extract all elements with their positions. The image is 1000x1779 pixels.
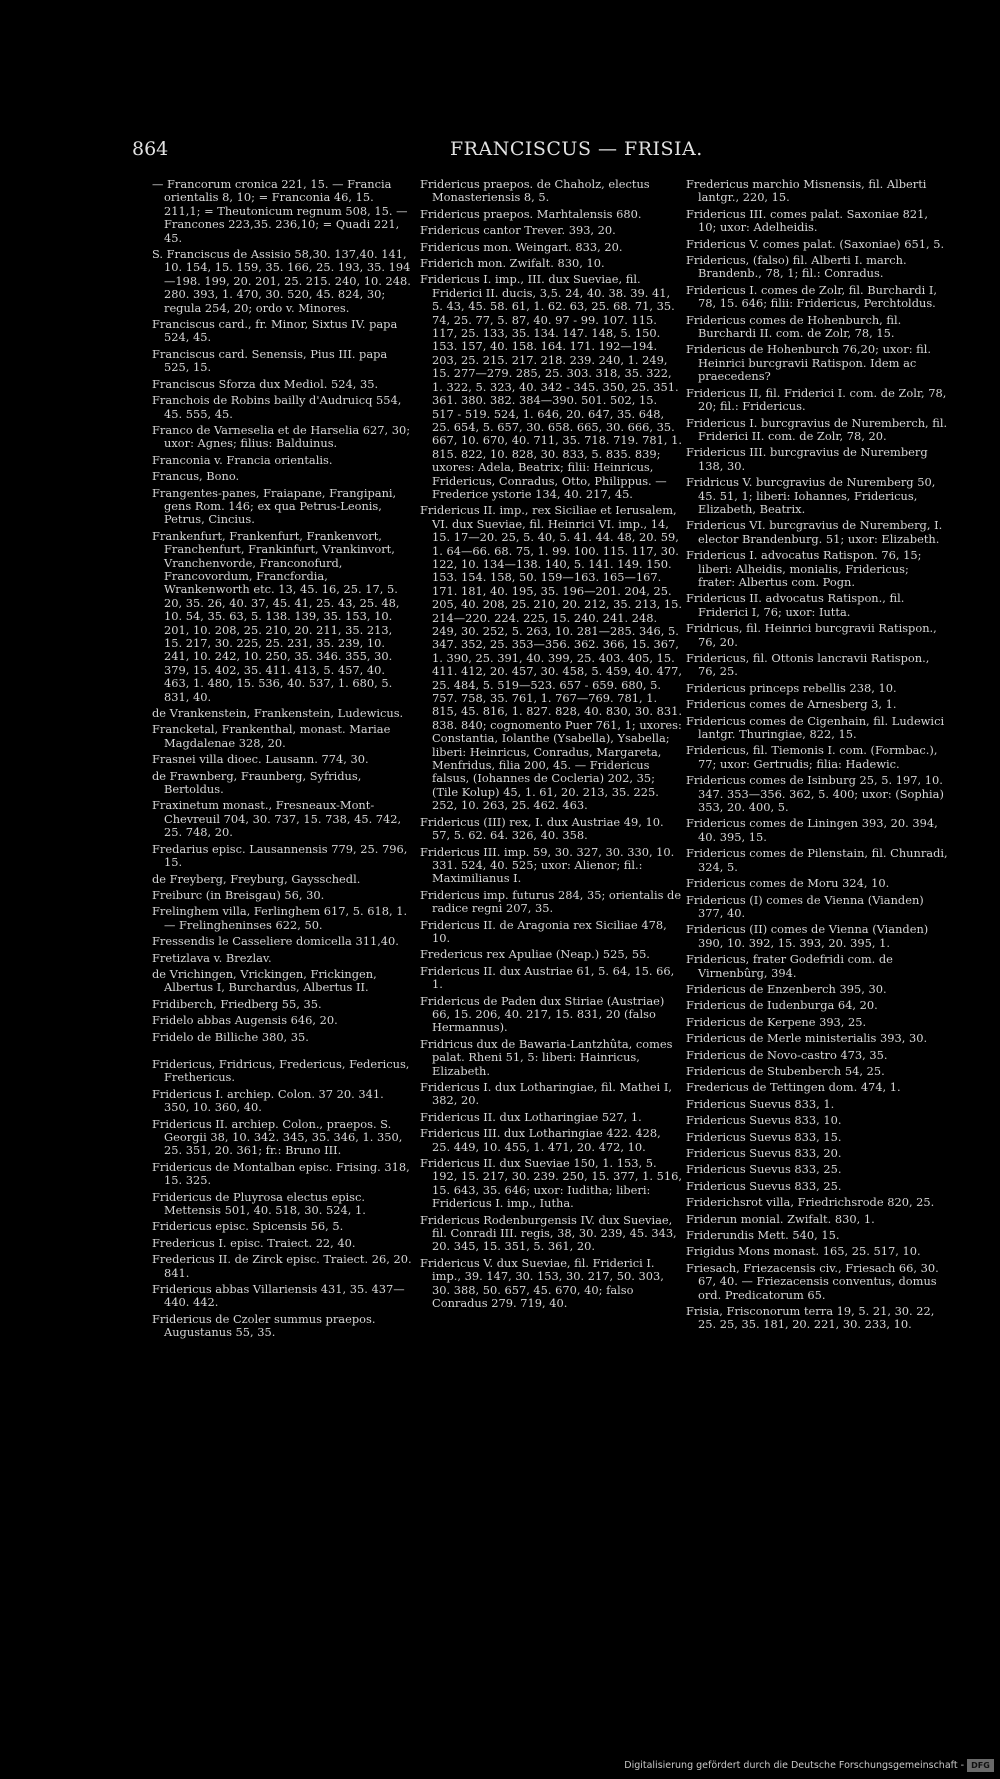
index-entry: Fridericus I. imp., III. dux Sueviae, fil. Friderici II. ducis, 3,5. 24, 40. 38. 39. 41, 5. 43, 45. 58. 61, 1. 62. 63, 25. 68. 71, 35. 74, 25. 77, 5. 87, 40. 97 - 99. 107. 115. 117, 25. 133, 35. 134. 147. 148, 5. 150. 153. 157, 40. 158. 164. 171. 192—194. 203, 25. 215. 217. 218. 239. 240, 1. 249, 15. 277—279. 285, 25. 303. 318, 35. 322, 1. 322, 5. 323, 40. 342 - 345. 350, 25. 351. 361. 380. 382. 384—390. 501. 502, 15. 517 - 519. 524, 1. 646, 20. 647, 35. 648, 25. 654, 5. 657, 30. 658. 665, 30. 666, 35. 667, 10. 670, 40. 711, 35. 718. 719. 781, 1. 815. 822, 10. 828, 30. 833, 5. 835. 839; uxores: Adela, Beatrix; filii: Heinricus, Fridericus, Conradus, Otto, Philippus. — Frederice ystorie 134, 40. 217, 45. [420, 272, 682, 501]
index-entry: Fridericus imp. futurus 284, 35; orientalis de radice regni 207, 35. [420, 887, 682, 916]
index-entry: Fridericus de Stubenberch 54, 25. [686, 1063, 885, 1078]
index-entry: Fridericus comes de Isinburg 25, 5. 197, 10. 347. 353—356. 362, 5. 400; uxor: (Sophia) 353, 20. 400, 5. [686, 773, 944, 815]
index-entry: Fridericus praepos. de Chaholz, electus Monasteriensis 8, 5. [420, 177, 650, 205]
index-entry: Fressendis le Casseliere domicella 311,40. [152, 934, 399, 949]
index-entry: Fredericus I. episc. Traiect. 22, 40. [152, 1235, 356, 1250]
index-entry: Fridericus de Merle ministerialis 393, 30. [686, 1031, 928, 1046]
index-entry: Fridericus abbas Villariensis 431, 35. 437—440. 442. [152, 1282, 405, 1310]
index-entry: Fridericus III. dux Lotharingiae 422. 428, 25. 449, 10. 455, 1. 471, 20. 472, 10. [420, 1126, 661, 1154]
index-entry: Fredericus de Tettingen dom. 474, 1. [686, 1080, 901, 1095]
index-entry: Francus, Bono. [152, 469, 240, 484]
index-entry: Fridelo abbas Augensis 646, 20. [152, 1013, 338, 1028]
index-entry: Fridericus comes de Cigenhain, fil. Ludewici lantgr. Thuringiae, 822, 15. [686, 713, 945, 742]
index-entry: Fridericus III. imp. 59, 30. 327, 30. 330, 10. 331. 524, 40. 525; uxor: Alienor; fil.: Maximilianus I. [420, 844, 675, 886]
index-entry: Frangentes-panes, Fraiapane, Frangipani, gens Rom. 146; ex qua Petrus-Leonis, Petrus, Cincius. [152, 485, 397, 527]
index-entry: Fridericus III. burcgravius de Nuremberg 138, 30. [686, 445, 928, 473]
index-entry: Franciscus card., fr. Minor, Sixtus IV. papa 524, 45. [152, 317, 398, 345]
index-entry: Fridericus (III) rex, I. dux Austriae 49, 10. 57, 5. 62. 64. 326, 40. 358. [420, 814, 664, 843]
index-entry: Fridelo de Billiche 380, 35. [152, 1029, 309, 1044]
index-entry: Fridericus I. burcgravius de Nuremberch, fil. Friderici II. com. de Zolr, 78, 20. [686, 415, 948, 443]
index-entry: Fridericus praepos. Marhtalensis 680. [420, 206, 642, 221]
index-column-1 [152, 178, 412, 1343]
index-entry: Fridericus, fil. Tiemonis I. com. (Formbac.), 77; uxor: Gertrudis; filia: Hadewic. [686, 743, 938, 771]
index-entry: Fridericus Suevus 833, 20. [686, 1146, 842, 1160]
index-entry: de Vrichingen, Vrickingen, Frickingen, Albertus I, Burchardus, Albertus II. [152, 966, 377, 995]
index-entry: Franciscus Sforza dux Mediol. 524, 35. [152, 376, 379, 391]
index-entry: Friesach, Friezacensis civ., Friesach 66, 30. 67, 40. — Friezacensis conventus, domus ord. Predicatorum 65. [686, 1260, 939, 1302]
index-entry: — Francorum cronica 221, 15. — Francia orientalis 8, 10; = Franconia 46, 15. 211,1; = Theutonicum regnum 508, 15. — Francones 223,35. 236,10; = Quadi 221, 45. [152, 177, 408, 245]
index-entry: Fridericus VI. burcgravius de Nuremberg, I. elector Brandenburg. 51; uxor: Elizabeth. [686, 518, 943, 546]
index-entry: Fridiberch, Friedberg 55, 35. [152, 996, 322, 1011]
index-entry: Friderich mon. Zwifalt. 830, 10. [420, 256, 605, 271]
index-entry: Fridericus II. advocatus Ratispon., fil. Friderici I, 76; uxor: Iutta. [686, 591, 905, 619]
index-entry: Fridericus II. dux Austriae 61, 5. 64, 15. 66, 1. [420, 963, 675, 992]
index-entry: Fridericus Suevus 833, 25. [686, 1162, 842, 1177]
index-entry: Fridericus de Novo-castro 473, 35. [686, 1047, 888, 1062]
index-entry: Fraxinetum monast., Fresneaux-Mont-Chevreuil 704, 30. 737, 15. 738, 45. 742, 25. 748, 20. [152, 798, 402, 840]
index-entry: Franconia v. Francia orientalis. [152, 452, 333, 467]
index-entry: Frigidus Mons monast. 165, 25. 517, 10. [686, 1244, 921, 1259]
page-footer [0, 1758, 1000, 1778]
index-entry: Fridericus V. comes palat. (Saxoniae) 651, 5. [686, 236, 945, 251]
index-entry: Francketal, Frankenthal, monast. Mariae Magdalenae 328, 20. [152, 722, 391, 750]
index-entry: Freiburc (in Breisgau) 56, 30. [152, 887, 325, 902]
index-column-3 [686, 178, 948, 1335]
index-entry: Fridericus Suevus 833, 1. [686, 1096, 835, 1111]
index-entry: Fredericus marchio Misnensis, fil. Alberti lantgr., 220, 15. [686, 177, 927, 205]
digitization-credit: Digitalisierung gefördert durch die Deutsche Forschungsgemeinschaft - [624, 1760, 964, 1771]
index-entry: Fridericus II. dux Lotharingiae 527, 1. [420, 1109, 642, 1124]
index-entry: Fridericus I. comes de Zolr, fil. Burchardi I, 78, 15. 646; filii: Fridericus, Perchtoldus. [686, 282, 938, 311]
page-number: 864 [132, 138, 169, 160]
index-entry: Fridericus (II) comes de Vienna (Vianden) 390, 10. 392, 15. 393, 20. 395, 1. [686, 922, 929, 950]
index-entry: Fridricus V. burcgravius de Nuremberg 50, 45. 51, 1; liberi: Iohannes, Fridericus, Elizabeth, Beatrix. [686, 475, 936, 516]
index-entry: de Frawnberg, Fraunberg, Syfridus, Bertoldus. [152, 768, 362, 797]
index-entry: Fridricus, fil. Heinrici burcgravii Ratispon., 76, 20. [686, 621, 937, 649]
index-entry: Fretizlava v. Brezlav. [152, 950, 272, 965]
index-entry: Fridericus de Paden dux Stiriae (Austriae) 66, 15. 206, 40. 217, 15. 831, 20 (falso Hermannus). [420, 993, 665, 1035]
page-title: FRANCISCUS — FRISIA. [450, 138, 703, 160]
index-entry: Fredericus rex Apuliae (Neap.) 525, 55. [420, 947, 650, 962]
page-header [0, 122, 1000, 162]
index-entry: Frelinghem villa, Ferlinghem 617, 5. 618, 1. — Frelingheninses 622, 50. [152, 904, 408, 932]
index-entry: Fridericus de Iudenburga 64, 20. [686, 998, 878, 1013]
index-entry: Frisia, Frisconorum terra 19, 5. 21, 30. 22, 25. 25, 35. 181, 20. 221, 30. 233, 10. [686, 1304, 935, 1332]
index-column-2 [420, 178, 682, 1314]
index-entry: Fridericus I. archiep. Colon. 37 20. 341. 350, 10. 360, 40. [152, 1086, 384, 1115]
index-entry: Fridericus mon. Weingart. 833, 20. [420, 239, 623, 254]
index-entry: Frasnei villa dioec. Lausann. 774, 30. [152, 752, 369, 767]
index-entry: Fridericus, fil. Ottonis lancravii Ratispon., 76, 25. [686, 651, 930, 679]
index-entry: de Freyberg, Freyburg, Gaysschedl. [152, 871, 361, 886]
dfg-logo: DFG [967, 1759, 994, 1772]
index-entry: Fridericus comes de Moru 324, 10. [686, 876, 890, 891]
index-entry: Fridericus Suevus 833, 15. [686, 1129, 842, 1144]
index-entry: Fridericus II. archiep. Colon., praepos. S. Georgii 38, 10. 342. 345, 35. 346, 1. 350, 25. 351, 20. 361; fr.: Bruno III. [152, 1116, 403, 1158]
index-entry: Fridricus dux de Bawaria-Lantzhûta, comes palat. Rheni 51, 5: liberi: Hainricus, Elizabeth. [420, 1036, 673, 1078]
index-entry: Fridericus, frater Godefridi com. de Virnenbûrg, 394. [686, 952, 893, 980]
index-entry: Frankenfurt, Frankenfurt, Frankenvort, Franchenfurt, Frankinfurt, Vrankinvort, Vranchenvorde, Franconofurd, Francovordum, Francfordia, Wrankenworth etc. 13, 45. 16, 25. 17, 5. 20, 35. 26, 40. 37, 45. 41, 25. 43, 25. 48, 10. 54, 35. 63, 5. 138. 139, 35. 153, 10. 201, 10. 208, 25. 210, 20. 211, 35. 213, 15. 217, 30. 225, 25. 231, 35. 239, 10. 241, 10. 242, 10. 250, 35. 346. 355, 30. 379, 15. 402, 35. 411. 413, 5. 457, 40. 463, 1. 480, 15. 536, 40. 537, 1. 680, 5. 831, 40. [152, 528, 400, 704]
index-entry: Fridericus Suevus 833, 25. [686, 1178, 842, 1193]
index-entry: Fridericus episc. Spicensis 56, 5. [152, 1219, 344, 1234]
index-entry: Fridericus de Montalban episc. Frising. 318, 15. 325. [152, 1159, 410, 1188]
index-entry: Fridericus de Kerpene 393, 25. [686, 1014, 867, 1029]
index-entry: Fridericus II. dux Sueviae 150, 1. 153, 5. 192, 15. 217, 30. 239. 250, 15. 377, 1. 516, 15. 643, 35. 646; uxor: Iuditha; liberi: Fridericus I. imp., Iutha. [420, 1156, 682, 1211]
index-entry: de Vrankenstein, Frankenstein, Ludewicus. [152, 706, 404, 721]
index-entry: Fridericus de Enzenberch 395, 30. [686, 981, 887, 996]
index-entry: Fridericus II. de Aragonia rex Siciliae 478, 10. [420, 917, 667, 945]
index-entry: Friderichsrot villa, Friedrichsrode 820, 25. [686, 1195, 935, 1210]
index-entry: Fridericus II, fil. Friderici I. com. de Zolr, 78, 20; fil.: Fridericus. [686, 385, 947, 414]
index-entry: Friderundis Mett. 540, 15. [686, 1228, 840, 1243]
index-entry: Fridericus comes de Liningen 393, 20. 394, 40. 395, 15. [686, 816, 938, 844]
index-entry: Fridericus Suevus 833, 10. [686, 1113, 842, 1128]
index-entry: Fridericus de Pluyrosa electus episc. Mettensis 501, 40. 518, 30. 524, 1. [152, 1189, 366, 1218]
index-entry: Fredarius episc. Lausannensis 779, 25. 796, 15. [152, 841, 408, 870]
index-entry: Fridericus Rodenburgensis IV. dux Sueviae, fil. Conradi III. regis, 38, 30. 239, 45. 343, 20. 345, 15. 351, 5. 361, 20. [420, 1212, 677, 1254]
index-entry: Fridericus II. imp., rex Siciliae et Ierusalem, VI. dux Sueviae, fil. Heinrici VI. imp., 14, 15. 17—20. 25, 5. 40, 5. 41. 44. 48, 20. 59, 1. 64—66. 68. 75, 1. 99. 100. 115. 117, 30. 122, 10. 134—138. 140, 5. 141. 149. 150. 153. 154. 158, 50. 159—163. 165—167. 171. 181, 40. 195, 35. 196—201. 204, 25. 205, 40. 208, 25. 210, 20. 212, 35. 213, 15. 214—220. 224. 225, 15. 240. 241. 248. 249, 30. 252, 5. 263, 10. 281—285. 346, 5. 347. 352, 25. 353—356. 362. 366, 15. 367, 1. 390, 25. 391, 40. 399, 25. 403. 405, 15. 411. 412, 20. 457, 30. 458, 5. 459, 40. 477, 25. 484, 5. 519—523. 657 - 659. 680, 5. 757. 758, 35. 761, 1. 767—769. 781, 1. 815, 45. 816, 1. 827. 828, 40. 830, 30. 831. 838. 840; cognomento Puer 761, 1; uxores: Constantia, Iolanthe (Ysabella), Ysabella; liberi: Heinricus, Conradus, Margareta, Menfridus, filia 200, 45. — Fridericus falsus, (Iohannes de Cocleria) 202, 35; (Tile Kolup) 45, 1. 61, 20. 213, 35. 225. 252, 10. 263, 25. 462. 463. [420, 503, 682, 813]
index-entry: Fridericus, Fridricus, Fredericus, Federicus, Frethericus. [152, 1056, 410, 1085]
index-entry: S. Franciscus de Assisio 58,30. 137,40. 141, 10. 154, 15. 159, 35. 166, 25. 193, 35. 194—198. 199, 20. 201, 25. 215. 240, 10. 248. 280. 393, 1. 470, 30. 520, 45. 824, 30; regula 254, 20; ordo v. Minores. [152, 247, 411, 315]
index-entry: Fridericus princeps rebellis 238, 10. [686, 680, 897, 695]
index-entry: Fridericus I. advocatus Ratispon. 76, 15; liberi: Alheidis, monialis, Fridericus; frater: Albertus com. Pogn. [686, 548, 922, 589]
index-entry: Franciscus card. Senensis, Pius III. papa 525, 15. [152, 346, 388, 375]
index-entry: Fridericus III. comes palat. Saxoniae 821, 10; uxor: Adelheidis. [686, 206, 928, 235]
index-entry: Fridericus comes de Arnesberg 3, 1. [686, 697, 897, 712]
index-entry: Fridericus de Czoler summus praepos. Augustanus 55, 35. [152, 1311, 376, 1340]
index-entry: Fredericus II. de Zirck episc. Traiect. 26, 20. 841. [152, 1252, 412, 1280]
index-entry: Fridericus cantor Trever. 393, 20. [420, 223, 616, 238]
index-entry: Franco de Varneselia et de Harselia 627, 30; uxor: Agnes; filius: Balduinus. [152, 422, 411, 451]
index-entry: Fridericus (I) comes de Vienna (Vianden) 377, 40. [686, 892, 924, 920]
index-entry: Fridericus comes de Hohenburch, fil. Burchardi II. com. de Zolr, 78, 15. [686, 312, 902, 341]
index-entry: Franchois de Robins bailly d'Audruicq 554, 45. 555, 45. [152, 393, 402, 421]
index-entry: Fridericus I. dux Lotharingiae, fil. Mathei I, 382, 20. [420, 1080, 672, 1108]
index-entry: Fridericus de Hohenburch 76,20; uxor: fil. Heinrici burcgravii Ratispon. Idem ac praecedens? [686, 342, 932, 384]
index-entry: Fridericus V. dux Sueviae, fil. Friderici I. imp., 39. 147, 30. 153, 30. 217, 50. 303, 30. 388, 50. 657, 45. 670, 40; falso Conradus 279. 719, 40. [420, 1255, 664, 1311]
index-entry: Friderun monial. Zwifalt. 830, 1. [686, 1211, 875, 1226]
index-entry: Fridericus, (falso) fil. Alberti I. march. Brandenb., 78, 1; fil.: Conradus. [686, 253, 907, 281]
index-entry: Fridericus comes de Pilenstain, fil. Chunradi, 324, 5. [686, 846, 948, 874]
